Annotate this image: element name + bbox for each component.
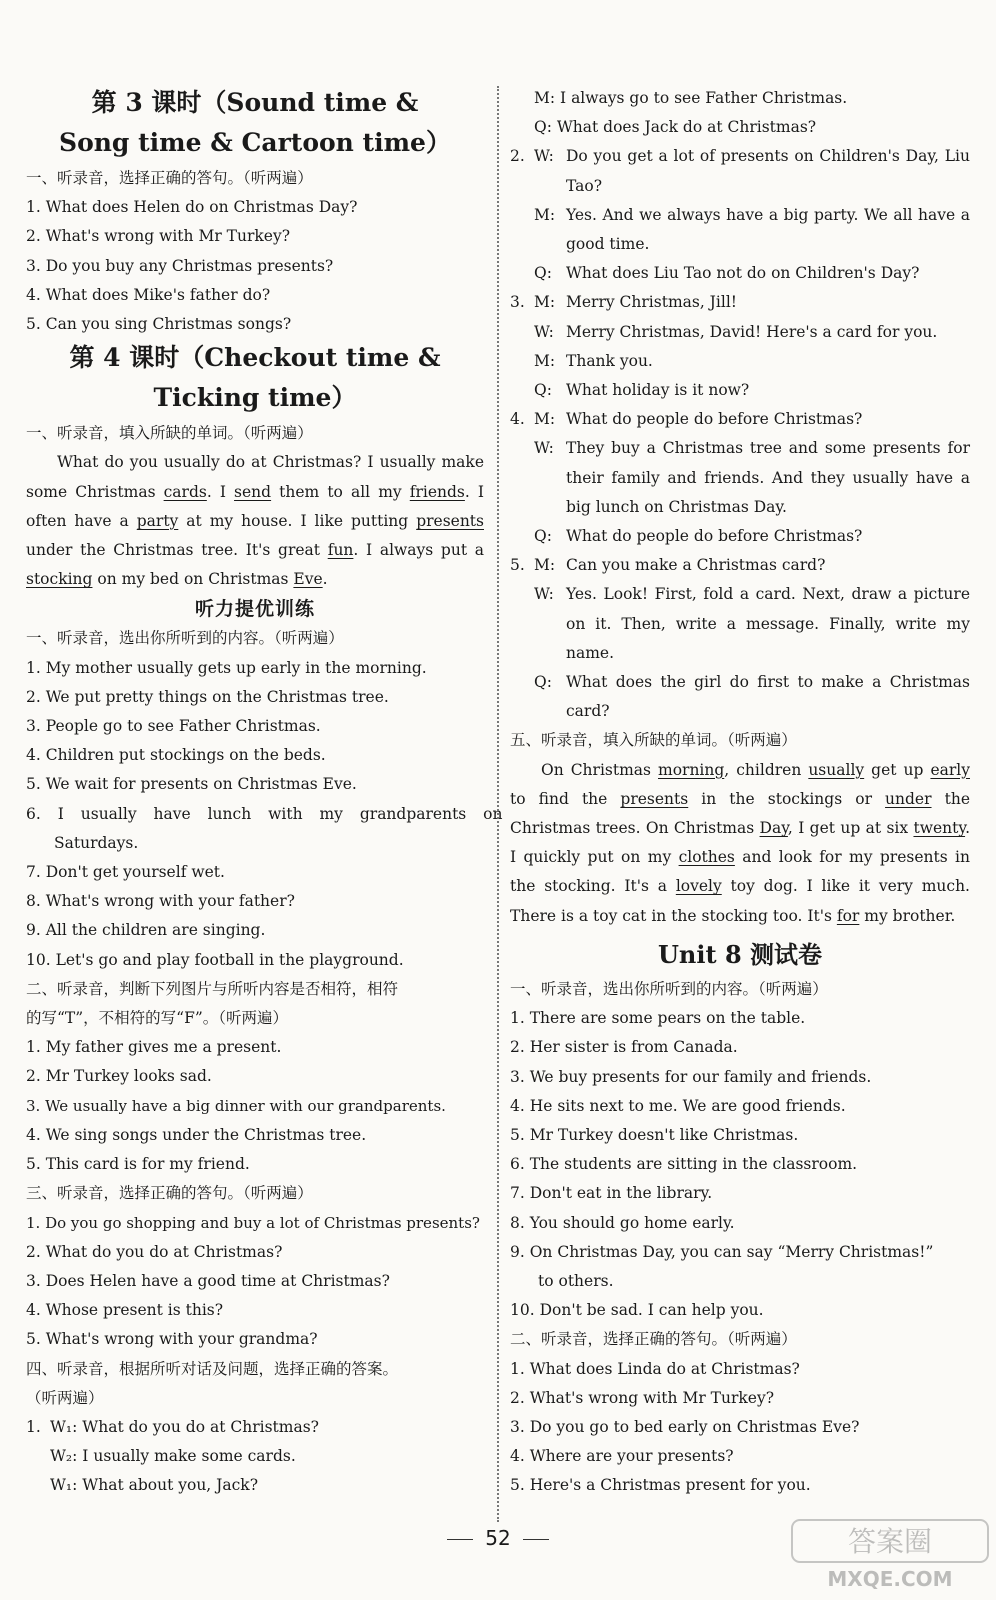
lesson4-title-line2: Ticking time） — [153, 383, 357, 413]
dialogue-line: 3. M: Merry Christmas, Jill! — [510, 293, 737, 312]
list-item: 6. I usually have lunch with my grandparents on — [26, 804, 503, 823]
dialogue-line: W: Merry Christmas, David! Here's a card for you. — [534, 322, 938, 341]
list-item: 4. Whose present is this? — [26, 1301, 224, 1320]
list-item: 2. We put pretty things on the Christmas tree. — [26, 687, 389, 706]
answer-word: friends — [409, 482, 465, 501]
column-divider — [497, 86, 499, 1522]
svg-text:答案圈: 答案圈 — [847, 1525, 933, 1558]
list-item: 3. We buy presents for our family and friends. — [510, 1067, 872, 1086]
answer-word: usually — [808, 760, 865, 779]
training-section4-heading: 四、听录音，根据所听对话及问题，选择正确的答案。 — [26, 1359, 399, 1378]
dialogue-line: M: Thank you. — [534, 351, 653, 370]
list-item: 7. Don't eat in the library. — [510, 1184, 713, 1203]
lesson3-title-line1: 第 3 课时（Sound time & — [91, 88, 419, 117]
list-item: 5. This card is for my friend. — [26, 1155, 250, 1174]
list-item: 3. We usually have a big dinner with our grandparents. — [26, 1096, 446, 1115]
list-item: 9. On Christmas Day, you can say “Merry Christmas!” — [510, 1242, 934, 1261]
svg-text:MXQE.COM: MXQE.COM — [827, 1567, 953, 1591]
dialogue-line: Q: What does Liu Tao not do on Children's Day? — [534, 264, 920, 283]
list-item: 4. We sing songs under the Christmas tree. — [26, 1125, 367, 1144]
list-item-continued: to others. — [538, 1271, 614, 1290]
answer-word: Day — [759, 819, 788, 838]
list-item: 1. My father gives me a present. — [26, 1038, 282, 1057]
list-item: 8. What's wrong with your father? — [26, 892, 295, 911]
dialogue-line: Q: What do people do before Christmas? — [534, 527, 863, 546]
list-item: 3. People go to see Father Christmas. — [26, 717, 321, 736]
list-item: 5. Can you sing Christmas songs? — [26, 315, 292, 334]
answer-word: early — [930, 760, 970, 779]
answer-word: send — [234, 482, 272, 501]
right-column — [510, 84, 970, 1501]
dialogue-line: Q: What does Jack do at Christmas? — [534, 118, 817, 137]
training-section2-heading: 二、听录音，判断下列图片与所听内容是否相符，相符 — [26, 979, 399, 998]
list-item: 5. What's wrong with your grandma? — [26, 1330, 318, 1349]
s5-fill-paragraph: On Christmas morning, children usually get up early to find the presents in the stockings or under the Christmas trees. On Christmas Day, I get up at six twenty. I quickly put on my clothes and look for my presents in the stocking. It's a lovely toy dog. I like it very much. There is a toy cat in the stocking too. It's for my brother. — [510, 760, 970, 925]
dialogue-line: W₂: I usually make some cards. — [50, 1447, 296, 1466]
list-item: 3. Do you go to bed early on Christmas Eve? — [510, 1417, 860, 1436]
l4-fill-paragraph: What do you usually do at Christmas? I usually make some Christmas cards. I send them to all my friends. I often have a party at my house. I like putting presents under the Christmas tree. It's great fun. I always put a stocking on my bed on Christmas Eve. — [26, 453, 485, 589]
training-title: 听力提优训练 — [194, 598, 315, 621]
dialogue-line: M: Yes. And we always have a big party. We all have a good time. — [534, 205, 970, 254]
list-item: 2. What's wrong with Mr Turkey? — [26, 227, 291, 246]
dialogue-line: 2. W: Do you get a lot of presents on Children's Day, Liu Tao? — [510, 147, 970, 195]
dialogue-line: W₁: What about you, Jack? — [50, 1476, 259, 1495]
training-section3-heading: 三、听录音，选择正确的答句。（听两遍） — [26, 1184, 313, 1203]
answer-word: twenty — [913, 819, 966, 838]
list-item: 2. What do you do at Christmas? — [26, 1242, 283, 1261]
training-section1-heading: 一、听录音，选出你所听到的内容。（听两遍） — [26, 629, 344, 648]
list-item: 1. Do you go shopping and buy a lot of Christmas presents? — [26, 1213, 480, 1232]
dialogue-line: W: Yes. Look! First, fold a card. Next, draw a picture on it. Then, write a message. Finally, write my name. — [534, 585, 970, 662]
training-section4-heading-cont: （听两遍） — [26, 1388, 104, 1407]
dialogue-line: Q: What does the girl do first to make a Christmas card? — [534, 673, 970, 721]
answer-word: cards — [163, 482, 207, 501]
list-item: 1. What does Linda do at Christmas? — [510, 1359, 800, 1378]
list-item: 8. You should go home early. — [510, 1213, 735, 1232]
list-item: 2. Mr Turkey looks sad. — [26, 1067, 212, 1086]
l4-section1-heading: 一、听录音，填入所缺的单词。（听两遍） — [26, 424, 313, 443]
lesson3-title-line2: Song time & Cartoon time） — [59, 128, 451, 157]
list-item: 2. Her sister is from Canada. — [510, 1038, 738, 1057]
lesson4-title-line1: 第 4 课时（Checkout time & — [69, 343, 441, 373]
list-item: 4. He sits next to me. We are good friends. — [510, 1096, 846, 1115]
answer-word: lovely — [675, 877, 722, 896]
list-item: 1. What does Helen do on Christmas Day? — [26, 198, 358, 217]
training-section2-heading-cont: 的写“T”，不相符的写“F”。（听两遍） — [26, 1009, 289, 1028]
answer-word: presents — [620, 789, 689, 808]
list-item-continued: Saturdays. — [54, 833, 139, 852]
dialogue-line: W: They buy a Christmas tree and some presents for their family and friends. And they usually have a big lunch on Christmas Day. — [534, 439, 970, 516]
list-item: 5. Mr Turkey doesn't like Christmas. — [510, 1125, 799, 1144]
section5-heading: 五、听录音，填入所缺的单词。（听两遍） — [510, 731, 797, 750]
dialogue-line: Q: What holiday is it now? — [534, 381, 750, 400]
list-item: 1. There are some pears on the table. — [510, 1009, 806, 1028]
answer-word: morning — [658, 760, 725, 779]
answer-word: Eve — [293, 570, 323, 589]
list-item: 6. The students are sitting in the classroom. — [510, 1155, 858, 1174]
answer-word: stocking — [26, 570, 93, 589]
dialogue-line: M: I always go to see Father Christmas. — [534, 89, 848, 107]
page-number: 52 — [0, 1526, 996, 1550]
list-item: 10. Don't be sad. I can help you. — [510, 1301, 764, 1320]
dialogue-line: 5. M: Can you make a Christmas card? — [510, 556, 826, 575]
l3-section1-heading: 一、听录音，选择正确的答句。（听两遍） — [26, 169, 313, 187]
dialogue-line: 1. W₁: What do you do at Christmas? — [26, 1417, 319, 1436]
list-item: 7. Don't get yourself wet. — [26, 863, 225, 882]
unit8-test-title: Unit 8 测试卷 — [658, 939, 822, 969]
list-item: 3. Does Helen have a good time at Christmas? — [26, 1271, 390, 1290]
answer-word: under — [885, 789, 932, 808]
list-item: 4. Children put stockings on the beds. — [26, 746, 326, 765]
answer-word: fun — [327, 541, 354, 560]
list-item: 5. Here's a Christmas present for you. — [510, 1476, 811, 1495]
list-item: 1. My mother usually gets up early in the morning. — [26, 658, 427, 677]
list-item: 5. We wait for presents on Christmas Eve. — [26, 775, 357, 794]
u8-section1-heading: 一、听录音，选出你所听到的内容。（听两遍） — [510, 979, 828, 998]
list-item: 4. What does Mike's father do? — [26, 285, 271, 304]
list-item: 9. All the children are singing. — [26, 921, 266, 940]
u8-section2-heading: 二、听录音，选择正确的答句。（听两遍） — [510, 1330, 797, 1349]
list-item: 10. Let's go and play football in the playground. — [26, 950, 404, 969]
list-item: 4. Where are your presents? — [510, 1447, 734, 1466]
list-item: 2. What's wrong with Mr Turkey? — [510, 1388, 775, 1407]
left-column — [26, 84, 503, 1501]
list-item: 3. Do you buy any Christmas presents? — [26, 256, 334, 275]
answer-word: clothes — [678, 848, 735, 867]
answer-word: presents — [416, 511, 484, 530]
dialogue-line: 4. M: What do people do before Christmas? — [510, 410, 863, 429]
answer-word: for — [836, 906, 860, 925]
answer-word: party — [136, 511, 179, 530]
site-watermark-logo — [790, 1518, 990, 1592]
